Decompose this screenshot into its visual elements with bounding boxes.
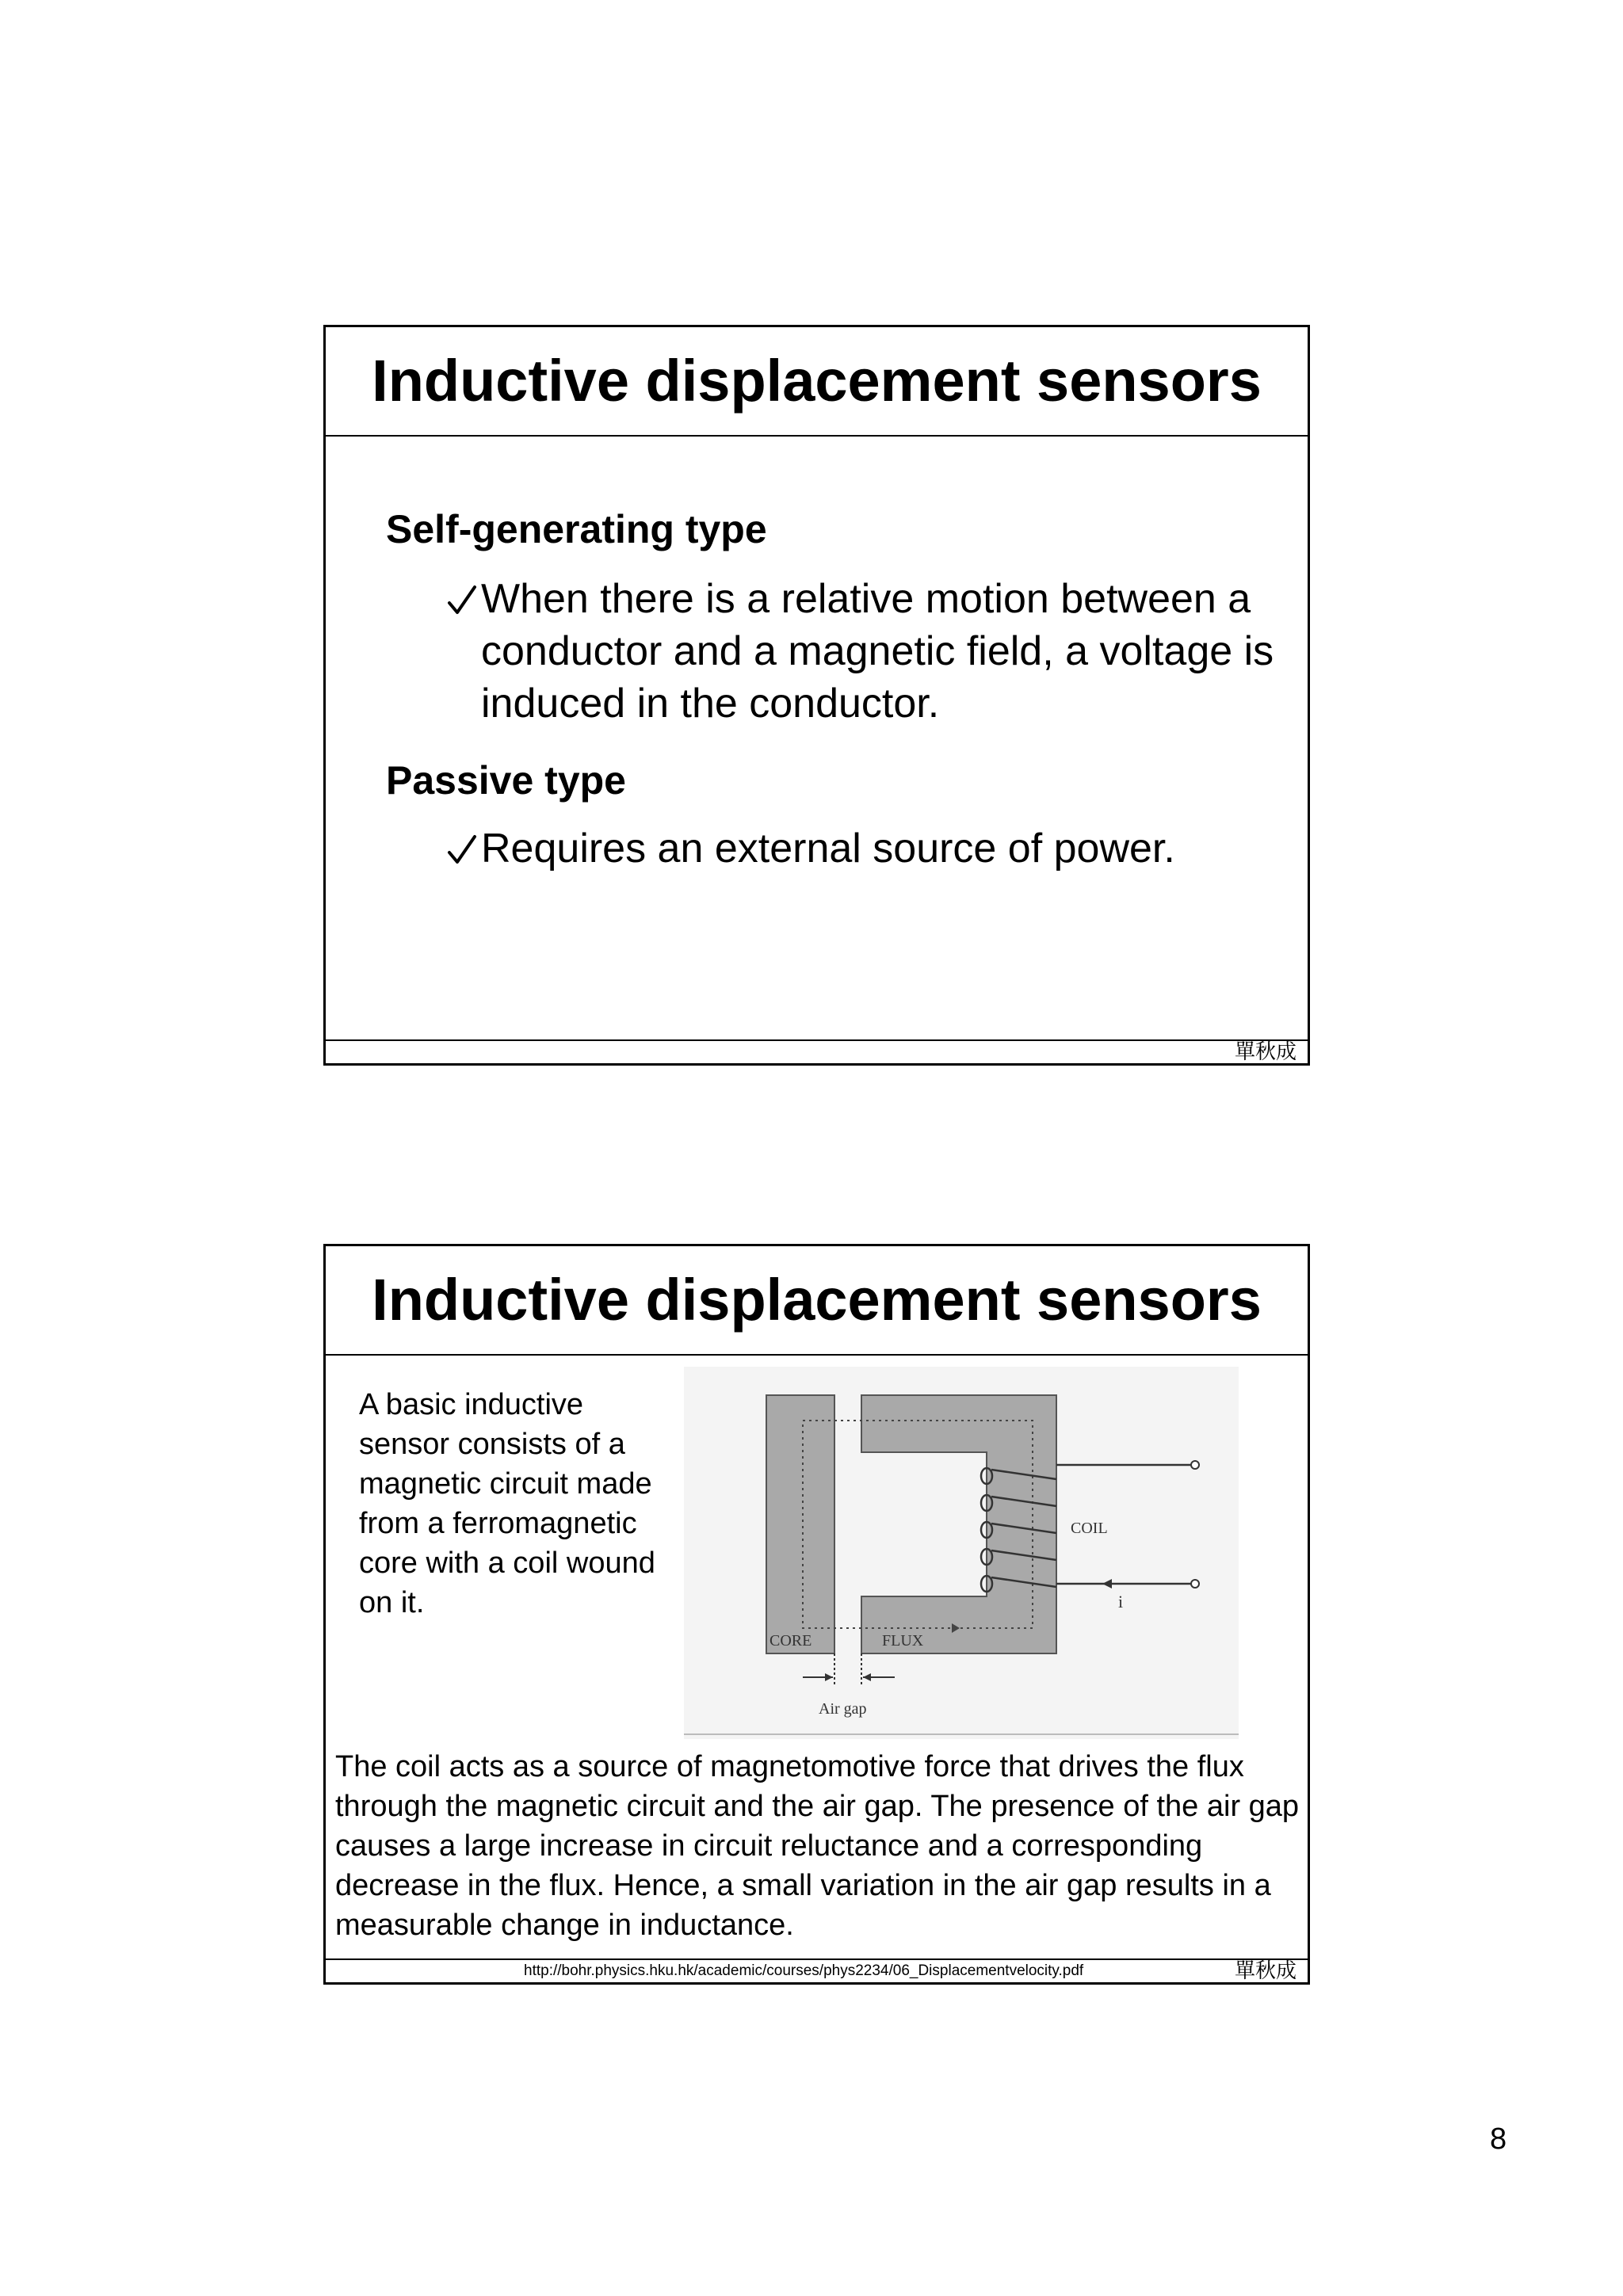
body-paragraph: The coil acts as a source of magnetomotive force that drives the flux through the magnetic circuit and the air gap. The presence of the air gap causes a large increase in circuit reluctance and a corresponding decrease in the flux. Hence, a small variation in the air gap results in a measurable change in inductance. — [335, 1750, 1300, 1942]
footer-divider — [326, 1039, 1308, 1041]
section-heading-self-generating: Self-generating type — [386, 507, 767, 551]
slide-1 — [323, 325, 1310, 1066]
label-current: i — [1118, 1592, 1124, 1611]
bullet-item — [445, 822, 1300, 875]
inductive-sensor-diagram — [684, 1367, 1239, 1739]
terminal-top — [1191, 1461, 1199, 1469]
source-url: http://bohr.physics.hku.hk/academic/courses/phys2234/06_Displacementvelocity.pdf — [524, 1962, 1084, 1979]
checkmark-icon — [445, 573, 481, 625]
label-core: CORE — [769, 1632, 812, 1650]
core-left-bar — [766, 1395, 834, 1653]
terminal-bottom — [1191, 1580, 1199, 1588]
label-flux: FLUX — [882, 1632, 924, 1650]
slide-title: Inductive displacement sensors — [326, 1246, 1308, 1356]
author-name: 單秋成 — [1234, 1959, 1296, 1983]
label-coil: COIL — [1071, 1520, 1108, 1537]
bullet-item — [445, 573, 1300, 730]
checkmark-icon — [445, 822, 481, 875]
page-number: 8 — [1490, 2122, 1507, 2156]
slide-title: Inductive displacement sensors — [326, 327, 1308, 437]
label-air-gap: Air gap — [819, 1700, 867, 1718]
author-name: 單秋成 — [1234, 1040, 1296, 1064]
bullet-text: Requires an external source of power. — [481, 826, 1175, 871]
intro-paragraph: A basic inductive sensor consists of a magnetic circuit made from a ferromagnetic core with a coil wound on it. — [359, 1388, 655, 1619]
slide-2 — [323, 1244, 1310, 1985]
section-heading-passive: Passive type — [386, 758, 626, 803]
bullet-text: When there is a relative motion between a conductor and a magnetic field, a voltage is induced in the conductor. — [481, 576, 1274, 727]
